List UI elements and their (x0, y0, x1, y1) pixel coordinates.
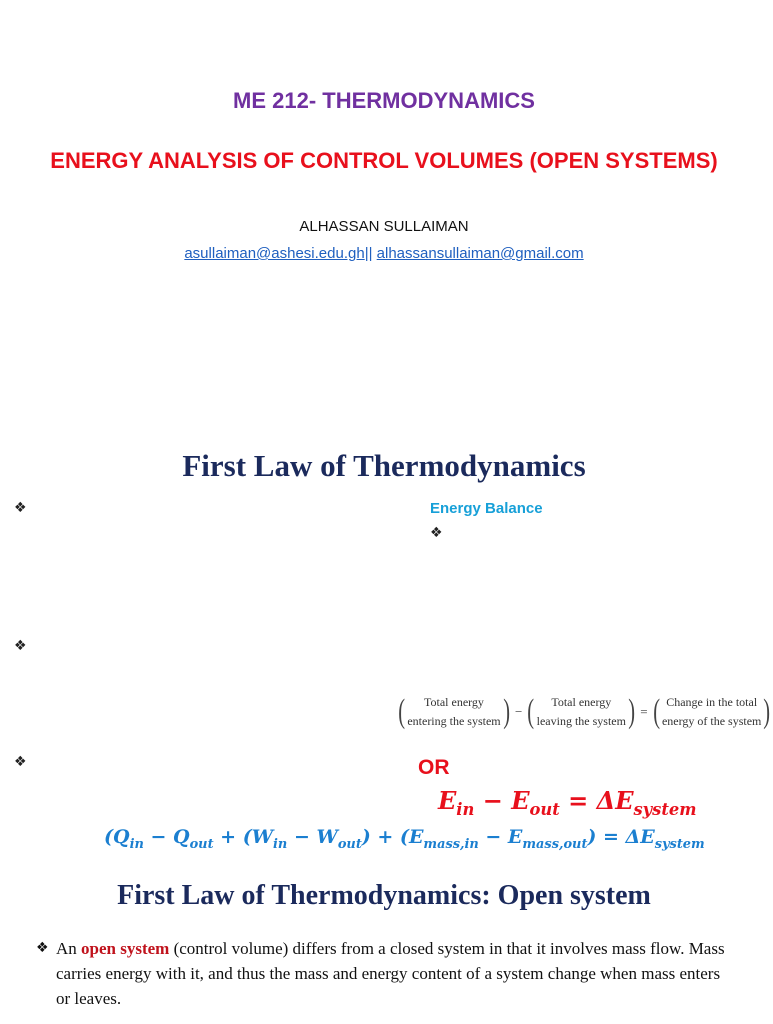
email-link-gmail[interactable]: alhassansullaiman@gmail.com (376, 245, 584, 262)
energy-balance-equation: $E_{in} - E_{out} = \Delta E_{system}$ (438, 786, 697, 819)
lecture-subtitle: ENERGY ANALYSIS OF CONTROL VOLUMES (OPEN SYSTEMS) (50, 148, 718, 173)
expanded-energy-equation: ($Q_{in} - Q_{out} + (W_{in} - W_{out}) + (E_{mass,in} - E_{mass,out}) = \Delta E_{system}$ (104, 826, 705, 852)
open-system-paragraph: ❖ An open system (control volume) differs from a closed system in that it involves mass flow. Mass carries energy with it, and thus the mass and energy content of a system change when mass enters or leaves. (36, 936, 736, 1011)
author-name: ALHASSAN SULLAIMAN (299, 218, 469, 235)
word-equation (396, 692, 773, 732)
bullet-diamond-icon: ❖ (14, 500, 27, 516)
email-separator[interactable]: || (364, 245, 373, 262)
email-line (0, 245, 768, 262)
word-term-leaving: ( Total energy leaving the system ) (527, 693, 636, 730)
course-title: ME 212- THERMODYNAMICS (233, 88, 535, 113)
bullet-diamond-icon: ❖ (36, 940, 49, 956)
open-system-title: First Law of Thermodynamics: Open system (117, 880, 651, 911)
equals-sign: = (640, 704, 648, 719)
section-title: First Law of Thermodynamics (182, 448, 586, 483)
word-term-entering: ( Total energy entering the system ) (398, 693, 510, 730)
email-link-ashesi[interactable]: asullaiman@ashesi.edu.gh (184, 245, 365, 262)
bullet-diamond-icon: ❖ (430, 525, 443, 541)
or-label: OR (418, 756, 450, 779)
word-term-change: ( Change in the total energy of the system ) (652, 693, 771, 730)
bullet-diamond-icon: ❖ (14, 754, 27, 770)
energy-balance-label: Energy Balance (430, 500, 543, 517)
minus-sign: − (514, 704, 523, 719)
bullet-diamond-icon: ❖ (14, 638, 27, 654)
open-system-highlight: open system (81, 939, 170, 958)
